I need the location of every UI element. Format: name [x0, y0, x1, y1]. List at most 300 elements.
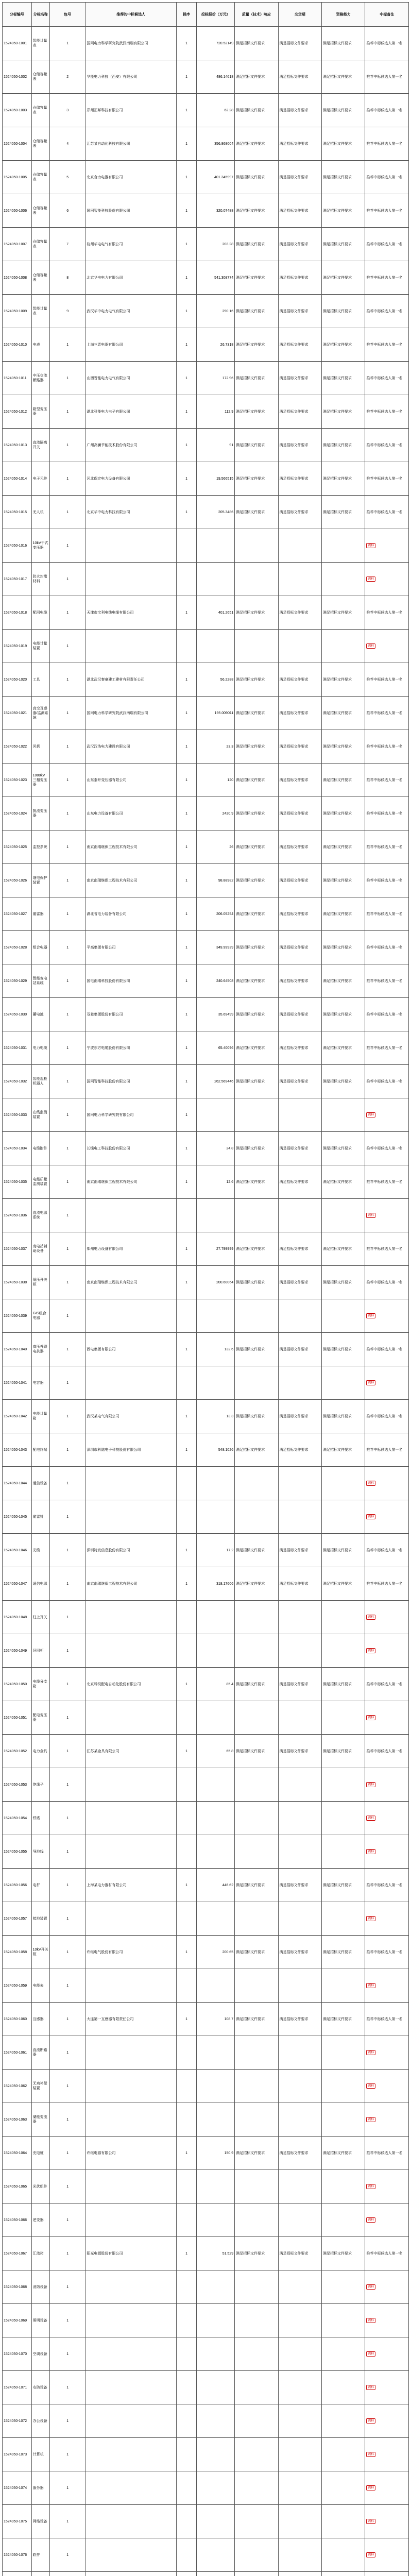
table-cell: 服务器	[31, 2471, 49, 2505]
table-cell	[235, 563, 278, 596]
table-cell: 23.3	[197, 730, 235, 764]
table-cell	[176, 1835, 197, 1869]
table-cell: 1	[176, 596, 197, 630]
table-cell: 推荐中标候选人第一名	[365, 1333, 409, 1366]
table-cell	[322, 630, 365, 663]
table-cell: 1	[176, 94, 197, 127]
table-cell: 1	[49, 563, 85, 596]
table-cell: 北京华中电力科技有限公司	[85, 496, 176, 529]
table-cell: 满足招标文件要求	[278, 161, 321, 194]
table-cell: 541.308774	[197, 261, 235, 295]
status-badge: 流标	[366, 643, 375, 649]
table-cell: 满足招标文件要求	[322, 462, 365, 496]
table-cell: 推荐中标候选人第一名	[365, 2003, 409, 2036]
table-cell: 电缆分支箱	[31, 1668, 49, 1701]
table-cell: 1	[49, 1701, 85, 1735]
table-cell	[176, 2538, 197, 2572]
table-row	[3, 2337, 409, 2371]
table-cell: 满足招标文件要求	[322, 697, 365, 730]
table-cell	[365, 1835, 409, 1869]
table-row	[3, 1366, 409, 1400]
table-cell: 大连第一互感器有限责任公司	[85, 2003, 176, 2036]
table-cell: 1	[49, 1936, 85, 1969]
table-cell	[197, 1467, 235, 1500]
table-cell: 满足招标文件要求	[322, 864, 365, 897]
table-cell: 满足招标文件要求	[278, 697, 321, 730]
table-cell: 1	[49, 2404, 85, 2438]
table-cell	[85, 1634, 176, 1668]
table-cell: 1524050-1065	[3, 2170, 32, 2204]
table-cell	[85, 1768, 176, 1802]
table-cell: 储能变流器	[31, 2103, 49, 2137]
table-cell: 满足招标文件要求	[278, 261, 321, 295]
table-cell: 1524050-1010	[3, 328, 32, 362]
table-row	[3, 2036, 409, 2070]
table-row	[3, 295, 409, 328]
table-cell: 仓储容量表	[31, 194, 49, 228]
table-cell: 19.566515	[197, 462, 235, 496]
table-cell	[365, 2270, 409, 2304]
table-cell: 满足招标文件要求	[235, 261, 278, 295]
table-cell: 推荐中标候选人第一名	[365, 362, 409, 395]
table-cell: 北京科锐配电自动化股份有限公司	[85, 1668, 176, 1701]
table-cell: 1	[176, 127, 197, 161]
table-row	[3, 395, 409, 429]
table-cell	[322, 2036, 365, 2070]
table-cell: 满足招标文件要求	[322, 1232, 365, 1266]
table-cell: 2420.9	[197, 797, 235, 831]
table-cell: 1	[49, 1668, 85, 1701]
table-cell: 满足招标文件要求	[278, 864, 321, 897]
table-cell: 满足招标文件要求	[278, 596, 321, 630]
table-cell: 1	[176, 998, 197, 1031]
table-cell	[176, 2572, 197, 2576]
table-cell: 240.64508	[197, 964, 235, 998]
table-cell	[176, 630, 197, 663]
table-cell: 满足招标文件要求	[235, 228, 278, 261]
table-row	[3, 897, 409, 931]
table-cell: 1524050-1074	[3, 2471, 32, 2505]
table-cell	[278, 2103, 321, 2137]
table-cell: 无功补偿装置	[31, 2070, 49, 2103]
table-cell	[278, 2304, 321, 2337]
table-cell: 51.529	[197, 2237, 235, 2270]
table-cell	[197, 2538, 235, 2572]
table-cell: 推荐中标候选人第一名	[365, 1567, 409, 1601]
table-cell: 满足招标文件要求	[322, 261, 365, 295]
status-badge: 流标	[366, 2452, 375, 2457]
table-cell	[365, 1199, 409, 1232]
table-cell	[322, 2438, 365, 2471]
table-cell	[197, 2304, 235, 2337]
table-cell	[365, 1098, 409, 1132]
column-header: 分标名称	[31, 3, 49, 27]
table-cell: 满足招标文件要求	[278, 496, 321, 529]
table-cell: 高压并联电抗器	[31, 1333, 49, 1366]
table-cell	[365, 1802, 409, 1835]
table-cell	[235, 2204, 278, 2237]
table-cell	[278, 1835, 321, 1869]
table-cell: 满足招标文件要求	[278, 1869, 321, 1902]
table-cell: 直流隔离开关	[31, 429, 49, 462]
table-cell: 工具	[31, 663, 49, 697]
table-cell	[176, 1701, 197, 1735]
table-cell	[322, 2170, 365, 2204]
table-cell	[176, 2337, 197, 2371]
table-cell: 满足招标文件要求	[278, 1065, 321, 1098]
table-cell: 中压交流断路器	[31, 362, 49, 395]
table-cell: 26.7318	[197, 328, 235, 362]
table-row	[3, 2170, 409, 2204]
table-cell: 满足招标文件要求	[235, 764, 278, 797]
table-cell: 1	[176, 764, 197, 797]
table-cell: 满足招标文件要求	[278, 1232, 321, 1266]
table-cell: 1524050-1021	[3, 697, 32, 730]
table-cell: 9	[49, 295, 85, 328]
table-cell	[176, 1634, 197, 1668]
table-cell: 1	[49, 1768, 85, 1802]
table-cell	[85, 2505, 176, 2538]
table-cell	[365, 1969, 409, 2003]
table-cell: 推荐中标候选人第一名	[365, 797, 409, 831]
table-cell: 1	[49, 1333, 85, 1366]
table-row	[3, 697, 409, 730]
table-cell	[235, 2471, 278, 2505]
table-cell	[197, 2404, 235, 2438]
table-cell	[176, 2438, 197, 2471]
table-cell: 推荐中标候选人第一名	[365, 1735, 409, 1768]
column-header: 资格能力	[322, 3, 365, 27]
table-cell: 在线监测装置	[31, 1098, 49, 1132]
table-cell: 满足招标文件要求	[322, 831, 365, 864]
table-cell	[235, 1802, 278, 1835]
table-cell: 山东泰开变压器有限公司	[85, 764, 176, 797]
table-cell: 满足招标文件要求	[235, 1031, 278, 1065]
table-cell	[176, 2371, 197, 2404]
table-cell: 1524050-1064	[3, 2137, 32, 2170]
table-cell: 1524050-1043	[3, 1433, 32, 1467]
table-cell	[278, 2404, 321, 2438]
table-cell	[278, 2036, 321, 2070]
table-cell	[235, 1768, 278, 1802]
table-cell: 充电桩	[31, 2137, 49, 2170]
table-cell	[365, 630, 409, 663]
table-cell: 北京华电电力有限公司	[85, 261, 176, 295]
table-cell: 满足招标文件要求	[278, 27, 321, 60]
table-cell	[235, 1467, 278, 1500]
table-cell: 满足招标文件要求	[278, 2003, 321, 2036]
table-cell: 1524050-1008	[3, 261, 32, 295]
table-cell: 1524050-1046	[3, 1534, 32, 1567]
table-cell: 1	[176, 1266, 197, 1299]
table-cell: 南京南瑞继保工程技术有限公司	[85, 864, 176, 897]
table-cell: 满足招标文件要求	[235, 27, 278, 60]
table-cell: 满足招标文件要求	[322, 764, 365, 797]
table-cell	[278, 1299, 321, 1333]
table-cell: 1	[49, 1969, 85, 2003]
table-cell: 1	[49, 429, 85, 462]
table-cell	[176, 529, 197, 563]
table-cell	[365, 2304, 409, 2337]
table-cell	[235, 1902, 278, 1936]
table-cell	[176, 2070, 197, 2103]
table-cell: 1	[176, 295, 197, 328]
table-cell: 满足招标文件要求	[322, 998, 365, 1031]
table-row	[3, 127, 409, 161]
table-cell: 1524050-1066	[3, 2204, 32, 2237]
table-cell: 满足招标文件要求	[278, 1266, 321, 1299]
table-cell: 国网电力科学研究院有限公司	[85, 1098, 176, 1132]
table-cell: 推荐中标候选人第一名	[365, 897, 409, 931]
table-cell: 1524050-1076	[3, 2538, 32, 2572]
table-cell: 满足招标文件要求	[278, 228, 321, 261]
table-row	[3, 1869, 409, 1902]
table-cell: 空调设备	[31, 2337, 49, 2371]
table-cell: 1	[49, 2371, 85, 2404]
table-cell: 智能变电站系统	[31, 964, 49, 998]
table-cell	[235, 1969, 278, 2003]
table-cell: 1524050-1015	[3, 496, 32, 529]
table-cell: 推荐中标候选人第一名	[365, 1165, 409, 1199]
table-cell	[278, 2070, 321, 2103]
table-cell	[365, 529, 409, 563]
table-row	[3, 1199, 409, 1232]
status-badge: 流标	[366, 1648, 375, 1653]
column-header: 中标备注	[365, 3, 409, 27]
table-row	[3, 1634, 409, 1668]
table-cell: 356.868004	[197, 127, 235, 161]
table-cell: 1	[176, 1031, 197, 1065]
table-cell	[278, 1701, 321, 1735]
column-header: 交货期	[278, 3, 321, 27]
table-cell: 满足招标文件要求	[235, 1266, 278, 1299]
table-cell	[197, 1802, 235, 1835]
table-cell	[365, 2337, 409, 2371]
table-cell: 推荐中标候选人第一名	[365, 2237, 409, 2270]
table-cell	[322, 2371, 365, 2404]
table-cell: 1	[49, 2137, 85, 2170]
table-cell: 1524050-1007	[3, 228, 32, 261]
table-cell: 组合电器	[31, 931, 49, 964]
table-cell	[278, 563, 321, 596]
status-badge: 流标	[366, 1514, 375, 1519]
table-cell: 满足招标文件要求	[322, 161, 365, 194]
table-cell	[322, 2337, 365, 2371]
table-cell: 1524050-1054	[3, 1802, 32, 1835]
table-cell: 1524050-1025	[3, 831, 32, 864]
table-cell: 满足招标文件要求	[278, 730, 321, 764]
table-cell	[322, 1802, 365, 1835]
table-cell	[85, 2204, 176, 2237]
table-cell: 满足招标文件要求	[322, 2137, 365, 2170]
table-cell	[197, 2438, 235, 2471]
table-cell	[322, 2538, 365, 2572]
table-cell	[85, 2438, 176, 2471]
table-cell	[322, 2204, 365, 2237]
table-cell	[235, 2270, 278, 2304]
table-cell: 电力电缆	[31, 1031, 49, 1065]
table-cell	[197, 630, 235, 663]
table-cell	[85, 2471, 176, 2505]
table-cell	[278, 2471, 321, 2505]
table-cell	[322, 2471, 365, 2505]
table-cell: 满足招标文件要求	[235, 697, 278, 730]
table-cell: 1524050-1017	[3, 563, 32, 596]
table-cell	[197, 1701, 235, 1735]
table-cell	[278, 1366, 321, 1400]
table-cell: 203.28	[197, 228, 235, 261]
table-cell	[322, 1902, 365, 1936]
table-cell: 1524050-1033	[3, 1098, 32, 1132]
table-cell: 1	[49, 2103, 85, 2137]
table-cell: 65.8	[197, 1735, 235, 1768]
table-row	[3, 1500, 409, 1534]
table-cell: 1524050-1062	[3, 2070, 32, 2103]
table-row	[3, 1534, 409, 1567]
table-cell: 1524050-1051	[3, 1701, 32, 1735]
table-cell: 长缆电工科技股份有限公司	[85, 1132, 176, 1165]
table-cell: 满足招标文件要求	[322, 1869, 365, 1902]
table-cell: 1524050-1069	[3, 2304, 32, 2337]
table-row	[3, 2538, 409, 2572]
table-cell: 1	[176, 194, 197, 228]
table-cell: 满足招标文件要求	[235, 1534, 278, 1567]
table-row	[3, 2304, 409, 2337]
table-cell: 1524050-1004	[3, 127, 32, 161]
table-cell: 郑州电力设备有限公司	[85, 1232, 176, 1266]
table-cell: 290.16	[197, 295, 235, 328]
table-cell: 杭州华电电气有限公司	[85, 228, 176, 261]
table-cell	[365, 1467, 409, 1500]
status-badge: 流标	[366, 1715, 375, 1720]
table-cell: 北京合力电器有限公司	[85, 161, 176, 194]
table-cell: 江苏某自动化科技有限公司	[85, 127, 176, 161]
table-cell: 满足招标文件要求	[322, 1031, 365, 1065]
table-cell: 蓄电池	[31, 998, 49, 1031]
table-cell	[235, 1299, 278, 1333]
table-row	[3, 1132, 409, 1165]
table-cell: 满足招标文件要求	[235, 2003, 278, 2036]
table-cell: 349.99939	[197, 931, 235, 964]
table-cell: 1524050-1038	[3, 1266, 32, 1299]
table-cell	[322, 1098, 365, 1132]
table-cell: 满足招标文件要求	[235, 395, 278, 429]
table-row	[3, 1969, 409, 2003]
table-cell: 1	[49, 1400, 85, 1433]
table-cell: 办公设备	[31, 2404, 49, 2438]
status-badge: 流标	[366, 1481, 375, 1486]
table-cell	[197, 2505, 235, 2538]
table-cell	[85, 1601, 176, 1634]
table-cell: 电缆附件	[31, 1132, 49, 1165]
table-cell: 导地线	[31, 1835, 49, 1869]
table-cell: 1524050-1072	[3, 2404, 32, 2438]
table-cell: 仓储容量表	[31, 228, 49, 261]
table-cell: 7	[49, 228, 85, 261]
table-cell: 1	[49, 1601, 85, 1634]
table-cell	[85, 2304, 176, 2337]
table-cell	[176, 2505, 197, 2538]
table-row	[3, 1333, 409, 1366]
table-cell: 1	[49, 1869, 85, 1902]
table-cell: 满足招标文件要求	[322, 663, 365, 697]
table-cell: 满足招标文件要求	[235, 1232, 278, 1266]
table-cell: 汇流箱	[31, 2237, 49, 2270]
table-cell: 南京南瑞继保工程技术有限公司	[85, 1266, 176, 1299]
table-cell: 推荐中标候选人第一名	[365, 697, 409, 730]
table-cell: 仓储容量表	[31, 261, 49, 295]
table-cell: 1	[49, 697, 85, 730]
table-cell: 避雷针	[31, 1500, 49, 1534]
table-cell: 1	[176, 964, 197, 998]
table-cell: 无人机	[31, 496, 49, 529]
table-cell: 1524050-1039	[3, 1299, 32, 1333]
table-cell: 郑州正邦科技有限公司	[85, 94, 176, 127]
table-cell: 满足招标文件要求	[235, 1567, 278, 1601]
table-cell: 满足招标文件要求	[278, 94, 321, 127]
table-cell: 消防设备	[31, 2270, 49, 2304]
table-cell: 天津市宝利电线电缆有限公司	[85, 596, 176, 630]
table-cell: 满足招标文件要求	[322, 395, 365, 429]
table-cell	[365, 563, 409, 596]
table-cell: 山西晋能电力电气有限公司	[85, 362, 176, 395]
status-badge: 流标	[366, 1983, 375, 1988]
table-cell	[85, 1467, 176, 1500]
table-cell: 照明设备	[31, 2304, 49, 2337]
table-cell	[197, 2572, 235, 2576]
table-cell: 配电变压器	[31, 1701, 49, 1735]
table-cell: 1	[49, 1534, 85, 1567]
table-row	[3, 1065, 409, 1098]
table-cell	[235, 2036, 278, 2070]
table-cell: 1	[49, 1065, 85, 1098]
table-cell: 满足招标文件要求	[322, 897, 365, 931]
table-cell	[278, 2505, 321, 2538]
column-header: 分标编号	[3, 3, 32, 27]
table-row	[3, 630, 409, 663]
column-header: 包号	[49, 3, 85, 27]
table-row	[3, 161, 409, 194]
table-cell: 避雷器	[31, 897, 49, 931]
table-cell	[365, 1500, 409, 1534]
table-cell: 1524050-1024	[3, 797, 32, 831]
table-cell: 132.6	[197, 1333, 235, 1366]
table-cell	[85, 529, 176, 563]
table-cell	[235, 2505, 278, 2538]
table-cell: 1	[49, 864, 85, 897]
table-row	[3, 1668, 409, 1701]
status-badge: 流标	[366, 1380, 375, 1385]
table-cell: 1	[49, 2505, 85, 2538]
status-badge: 流标	[366, 543, 375, 548]
table-cell: 继电保护装置	[31, 864, 49, 897]
table-cell: 1	[176, 1132, 197, 1165]
table-cell: 推荐中标候选人第一名	[365, 328, 409, 362]
table-cell: 1	[49, 2204, 85, 2237]
table-cell	[197, 2471, 235, 2505]
table-cell: 1	[176, 1936, 197, 1969]
table-cell	[278, 2270, 321, 2304]
table-cell	[322, 2070, 365, 2103]
table-row	[3, 94, 409, 127]
table-cell: 智能计量表	[31, 27, 49, 60]
table-cell: 1524050-1014	[3, 462, 32, 496]
table-cell: 推荐中标候选人第一名	[365, 831, 409, 864]
table-cell: 1	[176, 395, 197, 429]
table-cell	[365, 1601, 409, 1634]
table-cell: 1	[49, 1902, 85, 1936]
table-cell: 直流电源系统	[31, 1199, 49, 1232]
